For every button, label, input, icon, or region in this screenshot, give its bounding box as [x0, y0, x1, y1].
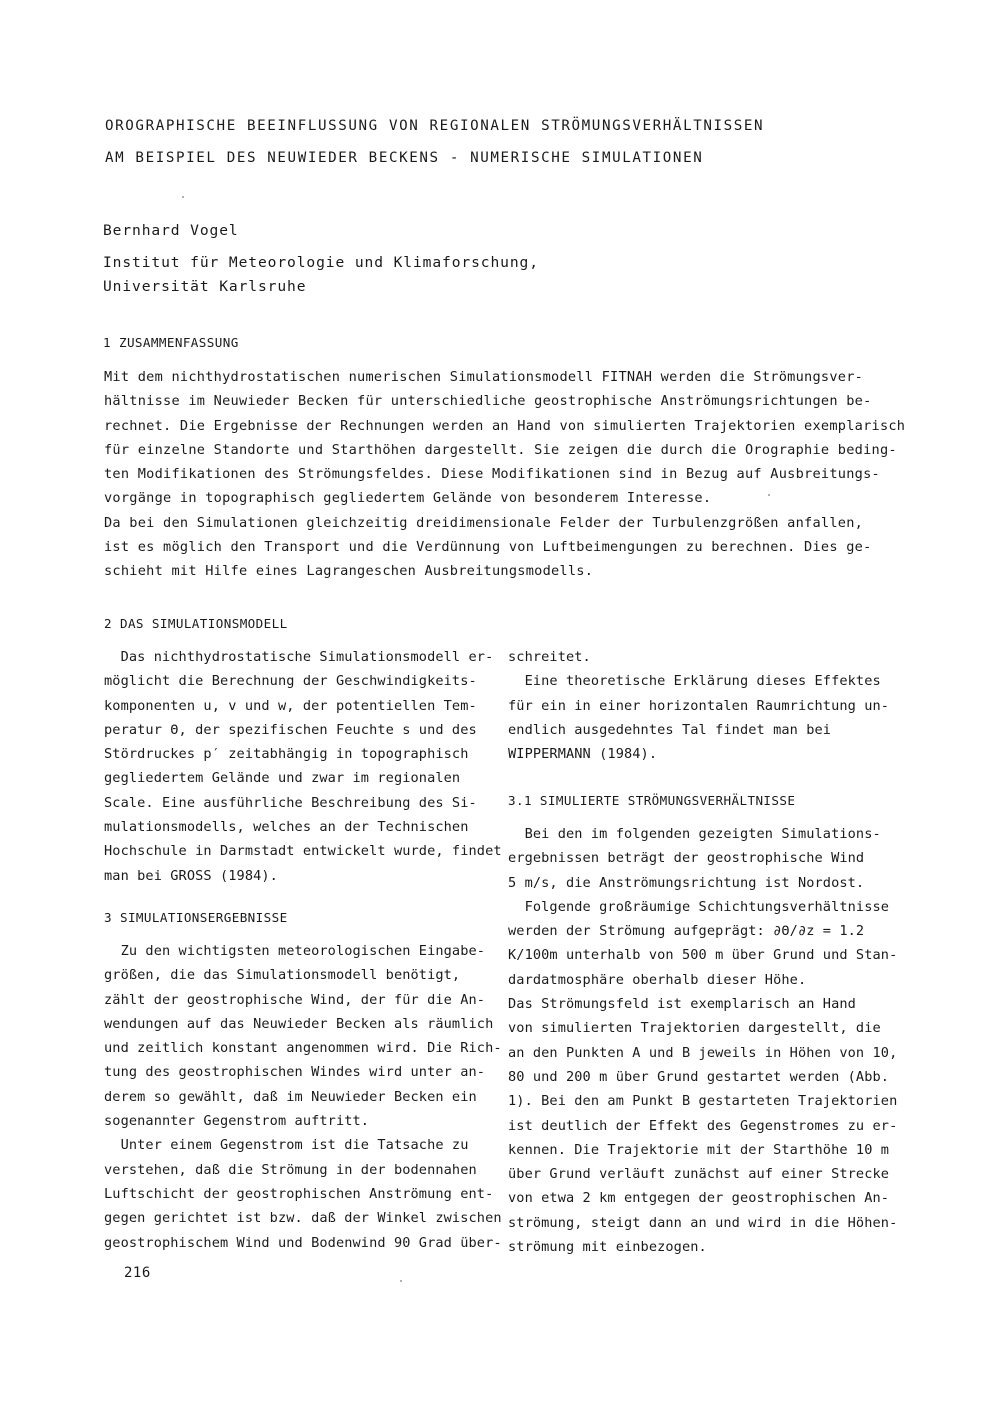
section-2-line: Stördruckes p′ zeitabhängig in topographisch: [104, 746, 469, 763]
section-3-line: Luftschicht der geostrophischen Anströmung ent-: [104, 1185, 494, 1202]
subsection-3-1-line: werden der Strömung aufgeprägt: ∂Θ/∂z = 1.2: [508, 923, 865, 940]
section-2-line: Das nichthydrostatische Simulationsmodell er-: [104, 649, 494, 665]
subsection-3-1-line: 80 und 200 m über Grund gestartet werden (Abb.: [508, 1068, 890, 1085]
summary-line: vorgänge in topographisch gegliedertem Gelände von besonderem Interesse.: [104, 490, 712, 507]
subsection-3-1-body: [508, 822, 897, 1259]
section-3-line: Unter einem Gegenstrom ist die Tatsache zu: [104, 1137, 469, 1154]
summary-line: für einzelne Standorte und Starthöhen dargestellt. Sie zeigen die durch die Orographie beding-: [104, 441, 897, 458]
subsection-3-1-line: Bei den im folgenden gezeigten Simulations-: [508, 826, 881, 842]
subsection-3-1-line: an den Punkten A und B jeweils in Höhen von 10,: [508, 1044, 898, 1061]
section-2-line: komponenten u, v und w, der potentiellen Tem-: [104, 697, 477, 714]
affiliation-line-1: Institut für Meteorologie und Klimaforschung,: [103, 254, 539, 271]
summary-line: ten Modifikationen des Strömungsfeldes. Diese Modifikationen sind in Bezug auf Ausbreitungs-: [104, 466, 880, 483]
subsection-3-1-line: ergebnissen beträgt der geostrophische Wind: [508, 850, 865, 867]
subsection-3-1-line: Das Strömungsfeld ist exemplarisch an Hand: [508, 996, 856, 1013]
section-3-line: verstehen, daß die Strömung in der bodennahen: [104, 1161, 477, 1178]
subsection-3-1-line: kennen. Die Trajektorie mit der Starthöhe 10 m: [508, 1141, 890, 1158]
subsection-3-1-line: von simulierten Trajektorien dargestellt, die: [508, 1020, 881, 1037]
subsection-3-1-line: 5 m/s, die Anströmungsrichtung ist Nordost.: [508, 874, 865, 891]
section-3-line: zählt der geostrophische Wind, der für die An-: [104, 991, 486, 1008]
subsection-3-1-heading: 3.1 SIMULIERTE STRÖMUNGSVERHÄLTNISSE: [508, 793, 796, 808]
section-2-line: Hochschule in Darmstadt entwickelt wurde, findet: [104, 843, 502, 860]
section-3-line: größen, die das Simulationsmodell benötigt,: [104, 967, 461, 984]
section-3-line: sogenannter Gegenstrom auftritt.: [104, 1113, 370, 1130]
section-2-line: peratur Θ, der spezifischen Feuchte s und des: [104, 721, 477, 738]
section-2-heading: 2 DAS SIMULATIONSMODELL: [104, 616, 288, 631]
subsection-3-1-line: von etwa 2 km entgegen der geostrophischen An-: [508, 1190, 890, 1207]
section-2-line: möglicht die Berechnung der Geschwindigkeits-: [104, 673, 477, 690]
section-3-line: derem so gewählt, daß im Neuwieder Becken ein: [104, 1088, 477, 1105]
subsection-3-1-line: strömung mit einbezogen.: [508, 1239, 707, 1256]
summary-line: Mit dem nichthydrostatischen numerischen Simulationsmodell FITNAH werden die Strömungsver-: [104, 369, 864, 385]
title-line-2: AM BEISPIEL DES NEUWIEDER BECKENS - NUMERISCHE SIMULATIONEN: [105, 150, 704, 166]
subsection-3-1-line: Folgende großräumige Schichtungsverhältnisse: [508, 898, 890, 915]
section-2-line: man bei GROSS (1984).: [104, 867, 278, 884]
right-column-line: WIPPERMANN (1984).: [508, 746, 658, 763]
title-line-1: OROGRAPHISCHE BEEINFLUSSUNG VON REGIONALEN STRÖMUNGSVERHÄLTNISSEN: [105, 118, 765, 134]
subsection-3-1-line: 1). Bei den am Punkt B gestarteten Trajektorien: [508, 1093, 898, 1110]
right-column-line: endlich ausgedehntes Tal findet man bei: [508, 721, 832, 738]
section-1-body: [104, 365, 905, 584]
section-3-line: wendungen auf das Neuwieder Becken als räumlich: [104, 1015, 494, 1032]
scan-speck: [768, 494, 770, 496]
section-1-heading: 1 ZUSAMMENFASSUNG: [103, 335, 239, 350]
section-3-heading: 3 SIMULATIONSERGEBNISSE: [104, 910, 288, 925]
section-3-line: gegen gerichtet ist bzw. daß der Winkel zwischen: [104, 1210, 502, 1227]
summary-line: schieht mit Hilfe eines Lagrangeschen Ausbreitungsmodells.: [104, 563, 594, 580]
section-3-body: [104, 939, 502, 1255]
summary-line: Da bei den Simulationen gleichzeitig dreidimensionale Felder der Turbulenzgrößen anfallen,: [104, 514, 864, 531]
section-2-line: Scale. Eine ausführliche Beschreibung des Si-: [104, 794, 477, 811]
page-number: 216: [124, 1265, 151, 1281]
scan-speck: [400, 1280, 402, 1282]
section-3-line: geostrophischem Wind und Bodenwind 90 Grad über-: [104, 1234, 502, 1251]
subsection-3-1-line: dardatmosphäre oberhalb dieser Höhe.: [508, 971, 807, 988]
right-column-line: schreitet.: [508, 649, 591, 665]
subsection-3-1-line: ist deutlich der Effekt des Gegenstromes zu er-: [508, 1117, 898, 1134]
right-column-line: für ein in einer horizontalen Raumrichtung un-: [508, 697, 890, 714]
subsection-3-1-line: K/100m unterhalb von 500 m über Grund und Stan-: [508, 947, 898, 964]
right-column-line: Eine theoretische Erklärung dieses Effektes: [508, 673, 881, 690]
section-3-line: Zu den wichtigsten meteorologischen Eingabe-: [104, 943, 486, 959]
section-2-line: mulationsmodells, welches an der Technischen: [104, 819, 469, 836]
section-3-line: und zeitlich konstant angenommen wird. Die Rich-: [104, 1040, 502, 1057]
affiliation-line-2: Universität Karlsruhe: [103, 278, 307, 295]
summary-line: hältnisse im Neuwieder Becken für unterschiedliche geostrophische Anströmungsrichtungen be-: [104, 393, 872, 410]
section-2-line: gegliedertem Gelände und zwar im regionalen: [104, 770, 461, 787]
subsection-3-1-line: über Grund verläuft zunächst auf einer Strecke: [508, 1166, 890, 1183]
scan-speck: [182, 196, 184, 198]
section-2-body: [104, 645, 502, 888]
right-column-continuation: [508, 645, 889, 766]
summary-line: ist es möglich den Transport und die Verdünnung von Luftbeimengungen zu berechnen. Dies ge-: [104, 539, 872, 556]
author-name: Bernhard Vogel: [103, 222, 239, 239]
section-3-line: tung des geostrophischen Windes wird unter an-: [104, 1064, 486, 1081]
summary-line: rechnet. Die Ergebnisse der Rechnungen werden an Hand von simulierten Trajektorien exemplarisch: [104, 417, 906, 434]
subsection-3-1-line: strömung, steigt dann an und wird in die Höhen-: [508, 1214, 898, 1231]
